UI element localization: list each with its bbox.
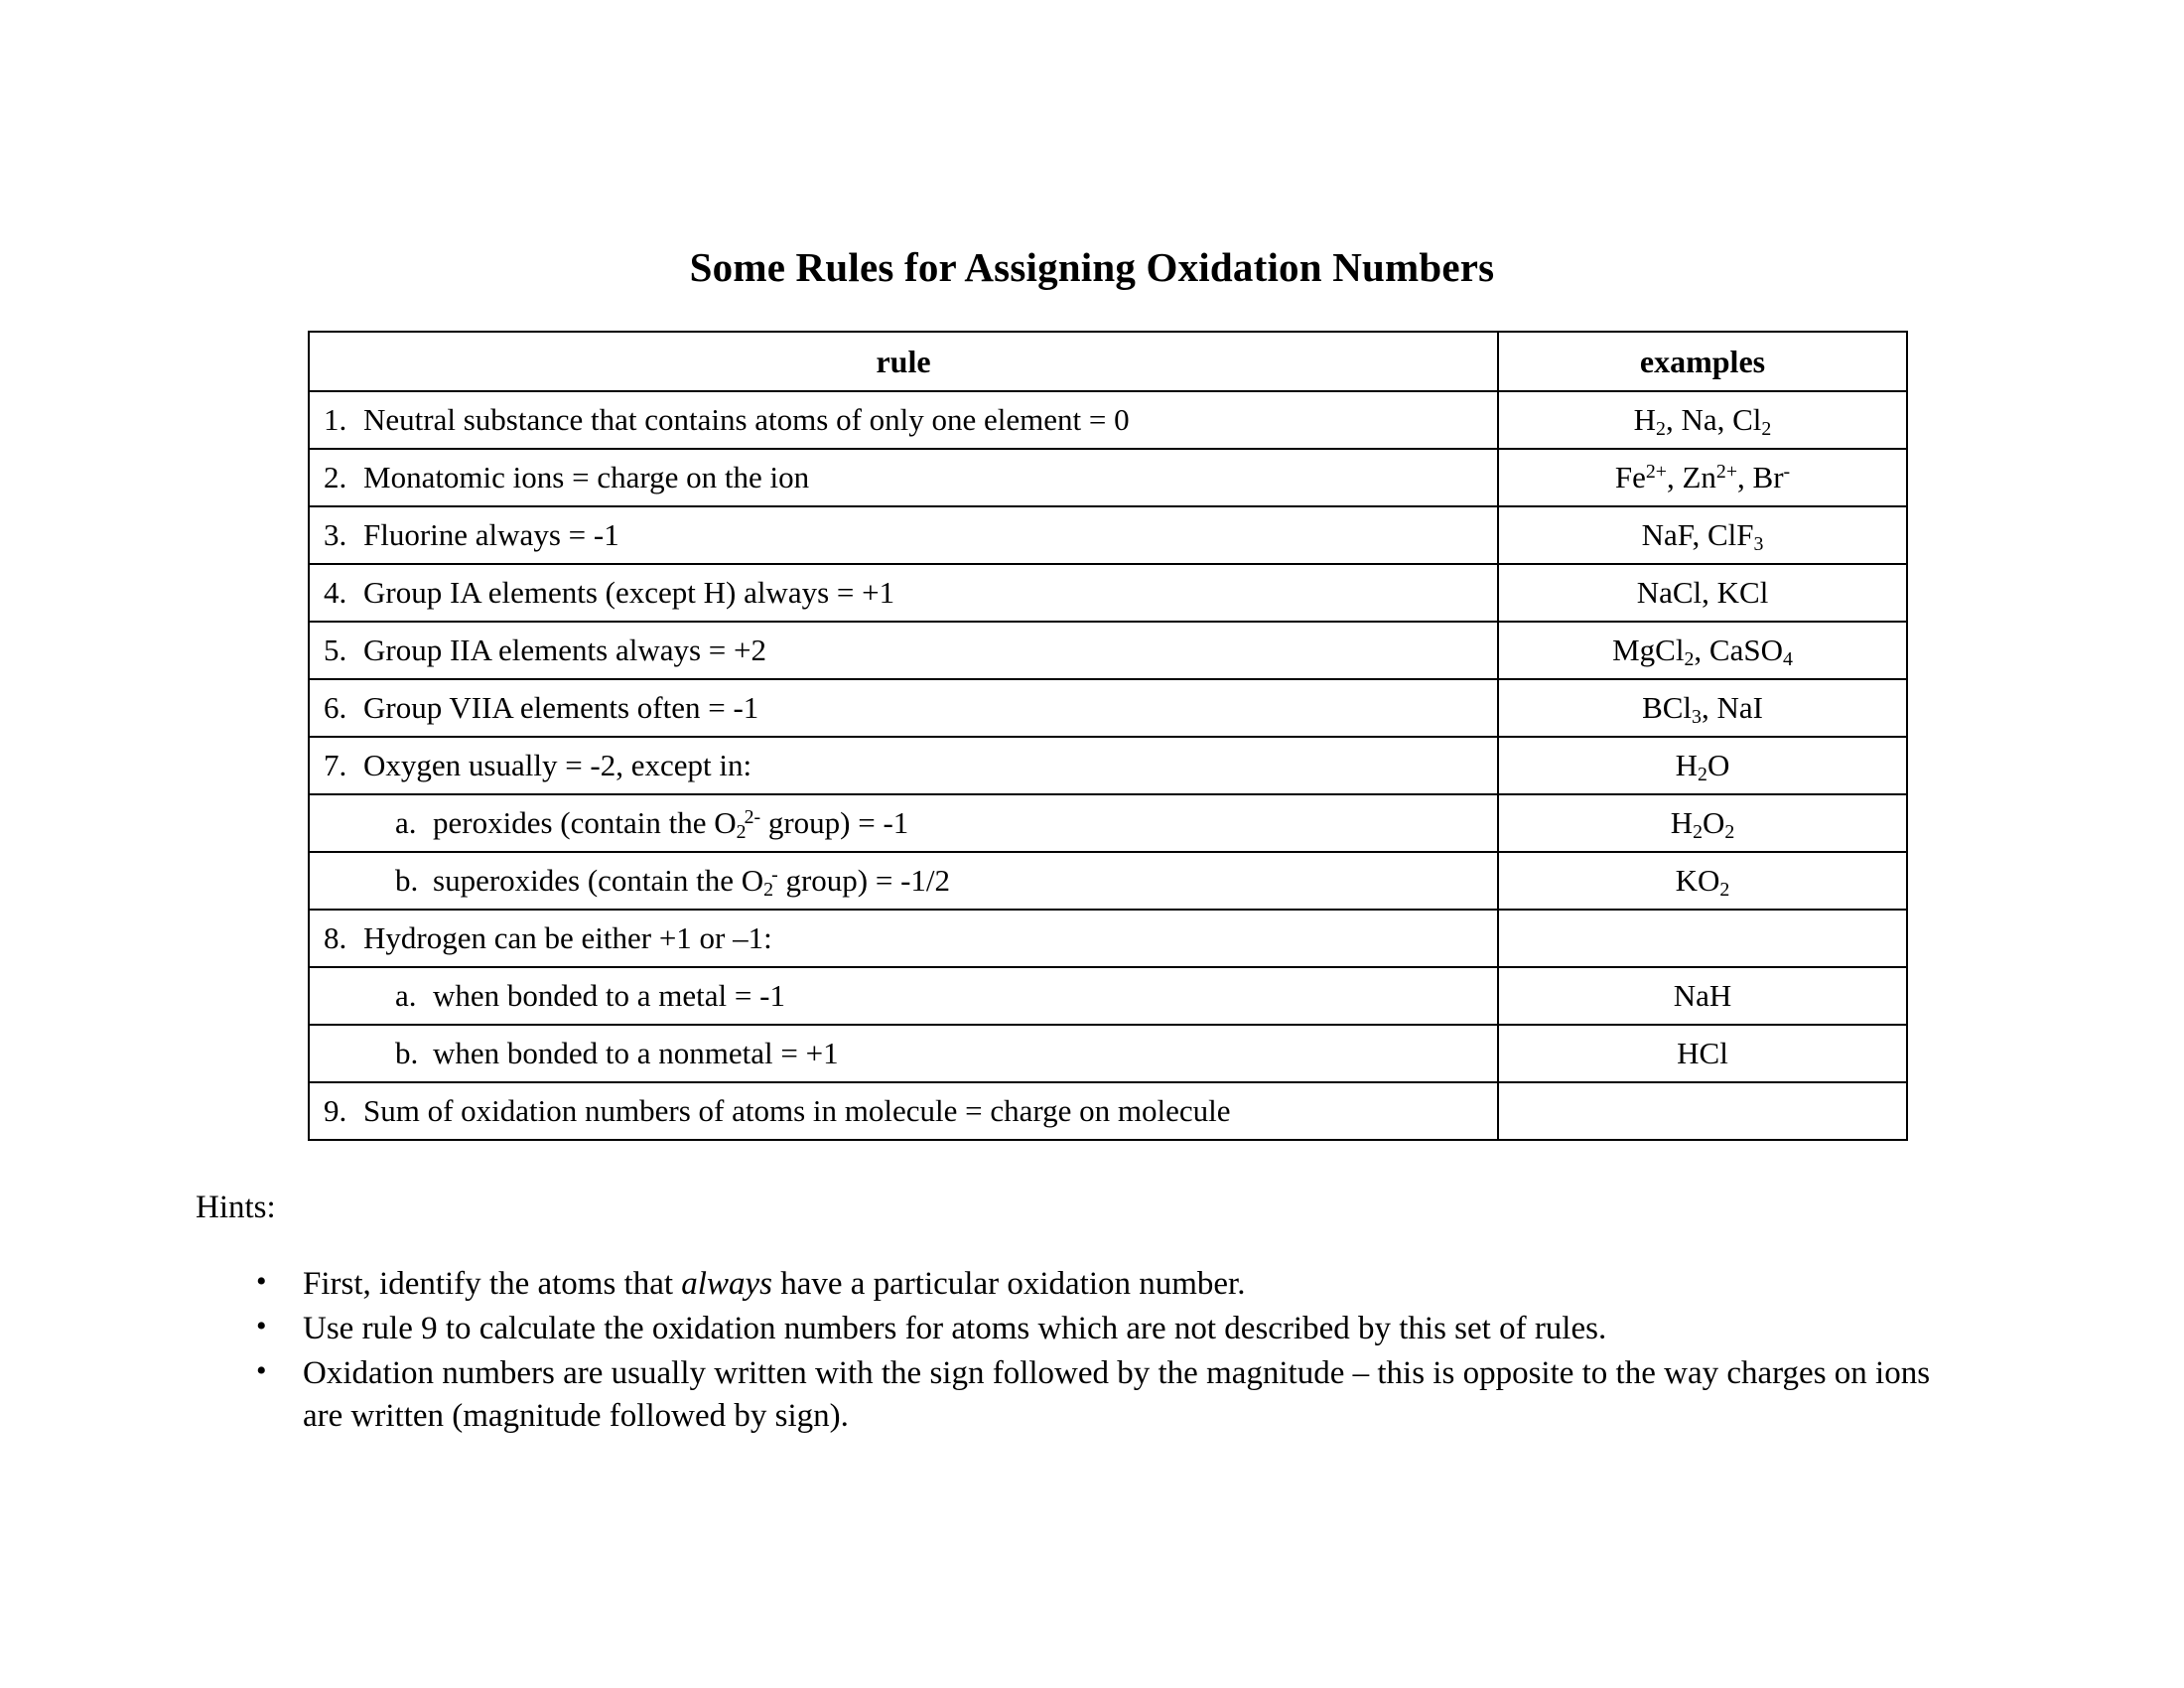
rule-cell	[309, 1082, 1498, 1140]
rule-cell	[309, 506, 1498, 564]
rule-text: Group IA elements (except H) always = +1	[363, 575, 895, 611]
rule-number: 8.	[324, 920, 347, 956]
rule-number: b.	[395, 1036, 419, 1071]
column-header-rule: rule	[309, 332, 1498, 391]
rule-cell	[309, 967, 1498, 1025]
table-row	[309, 1082, 1907, 1140]
rule-number: 7.	[324, 748, 347, 783]
examples-cell	[1498, 622, 1907, 679]
examples-cell	[1498, 506, 1907, 564]
rule-number: 4.	[324, 575, 347, 611]
examples-cell	[1498, 564, 1907, 622]
oxidation-rules-table	[308, 331, 1908, 1141]
examples-text: $KO_2$	[1675, 863, 1730, 902]
table-body	[309, 391, 1907, 1140]
table-row	[309, 794, 1907, 852]
table-row	[309, 1025, 1907, 1082]
examples-text: HCl	[1677, 1036, 1728, 1071]
table-row	[309, 449, 1907, 506]
hints-list	[256, 1263, 1944, 1440]
rule-text: Fluorine always = -1	[363, 517, 619, 553]
rule-number: 3.	[324, 517, 347, 553]
rule-text: Group VIIA elements often = -1	[363, 690, 759, 726]
rule-text: Neutral substance that contains atoms of only one element = 0	[363, 402, 1130, 438]
rule-cell	[309, 794, 1498, 852]
rule-cell	[309, 910, 1498, 967]
table-row	[309, 852, 1907, 910]
rule-text: peroxides (contain the $O_2^{2-}$ group) = -1	[433, 805, 909, 844]
rule-cell	[309, 449, 1498, 506]
examples-cell	[1498, 967, 1907, 1025]
rule-text: Sum of oxidation numbers of atoms in molecule = charge on molecule	[363, 1093, 1231, 1129]
rule-text: when bonded to a nonmetal = +1	[433, 1036, 839, 1071]
hint-text: Use rule 9 to calculate the oxidation numbers for atoms which are not described by this set of rules.	[303, 1310, 1607, 1346]
examples-text: NaCl, KCl	[1636, 575, 1769, 611]
table-row	[309, 506, 1907, 564]
rule-text: superoxides (contain the $O_2^-$ group) = -1/2	[433, 863, 951, 902]
table-row	[309, 622, 1907, 679]
table-header	[309, 332, 1907, 391]
rule-cell	[309, 391, 1498, 449]
examples-text: $H_2O$	[1675, 748, 1730, 786]
hint-item	[256, 1308, 1944, 1350]
examples-text: $H_2$, Na, $Cl_2$	[1633, 402, 1772, 441]
examples-cell	[1498, 449, 1907, 506]
examples-text: NaH	[1673, 978, 1732, 1014]
bullet-icon: •	[256, 1265, 267, 1298]
rule-number: 5.	[324, 633, 347, 668]
rule-number: 2.	[324, 460, 347, 495]
rule-text: Group IIA elements always = +2	[363, 633, 767, 668]
examples-text: $Fe^{2+}$, $Zn^{2+}$, Br-	[1614, 460, 1791, 495]
rule-text: Hydrogen can be either +1 or –1:	[363, 920, 772, 956]
examples-cell	[1498, 852, 1907, 910]
examples-cell	[1498, 1025, 1907, 1082]
examples-text: $H_2O_2$	[1670, 805, 1735, 844]
rule-cell	[309, 564, 1498, 622]
rule-cell	[309, 622, 1498, 679]
table-row	[309, 391, 1907, 449]
examples-cell	[1498, 737, 1907, 794]
page-title: Some Rules for Assigning Oxidation Numbers	[689, 244, 1495, 290]
hint-item	[256, 1263, 1944, 1306]
bullet-icon: •	[256, 1309, 267, 1342]
rule-number: a.	[395, 805, 417, 841]
hint-text: Oxidation numbers are usually written with the sign followed by the magnitude – this is opposite to the way charges on ions are written (magnitude followed by sign).	[303, 1354, 1931, 1434]
rule-number: b.	[395, 863, 419, 899]
rule-text: when bonded to a metal = -1	[433, 978, 785, 1014]
table-row	[309, 910, 1907, 967]
rule-number: 9.	[324, 1093, 347, 1129]
examples-text: MgCl$_2$, CaSO$_4$	[1612, 633, 1793, 671]
table-row	[309, 967, 1907, 1025]
table-row	[309, 737, 1907, 794]
examples-cell	[1498, 910, 1907, 967]
examples-cell	[1498, 1082, 1907, 1140]
rule-cell	[309, 679, 1498, 737]
examples-cell	[1498, 391, 1907, 449]
rule-text: Oxygen usually = -2, except in:	[363, 748, 752, 783]
table-header-row	[309, 332, 1907, 391]
rule-number: a.	[395, 978, 417, 1014]
rule-cell	[309, 852, 1498, 910]
rule-number: 1.	[324, 402, 347, 438]
examples-cell	[1498, 679, 1907, 737]
examples-cell	[1498, 794, 1907, 852]
hint-item	[256, 1352, 1944, 1438]
table-row	[309, 564, 1907, 622]
rule-cell	[309, 1025, 1498, 1082]
bullet-icon: •	[256, 1353, 267, 1387]
rule-text: Monatomic ions = charge on the ion	[363, 460, 810, 495]
examples-text: NaF, ClF$_3$	[1641, 517, 1764, 556]
hints-label: Hints:	[196, 1190, 276, 1225]
rule-number: 6.	[324, 690, 347, 726]
table-row	[309, 679, 1907, 737]
column-header-examples: examples	[1498, 332, 1907, 391]
examples-text: BCl$_3$, NaI	[1642, 690, 1763, 729]
hint-text: First, identify the atoms that always have a particular oxidation number.	[303, 1266, 1246, 1302]
rule-cell	[309, 737, 1498, 794]
